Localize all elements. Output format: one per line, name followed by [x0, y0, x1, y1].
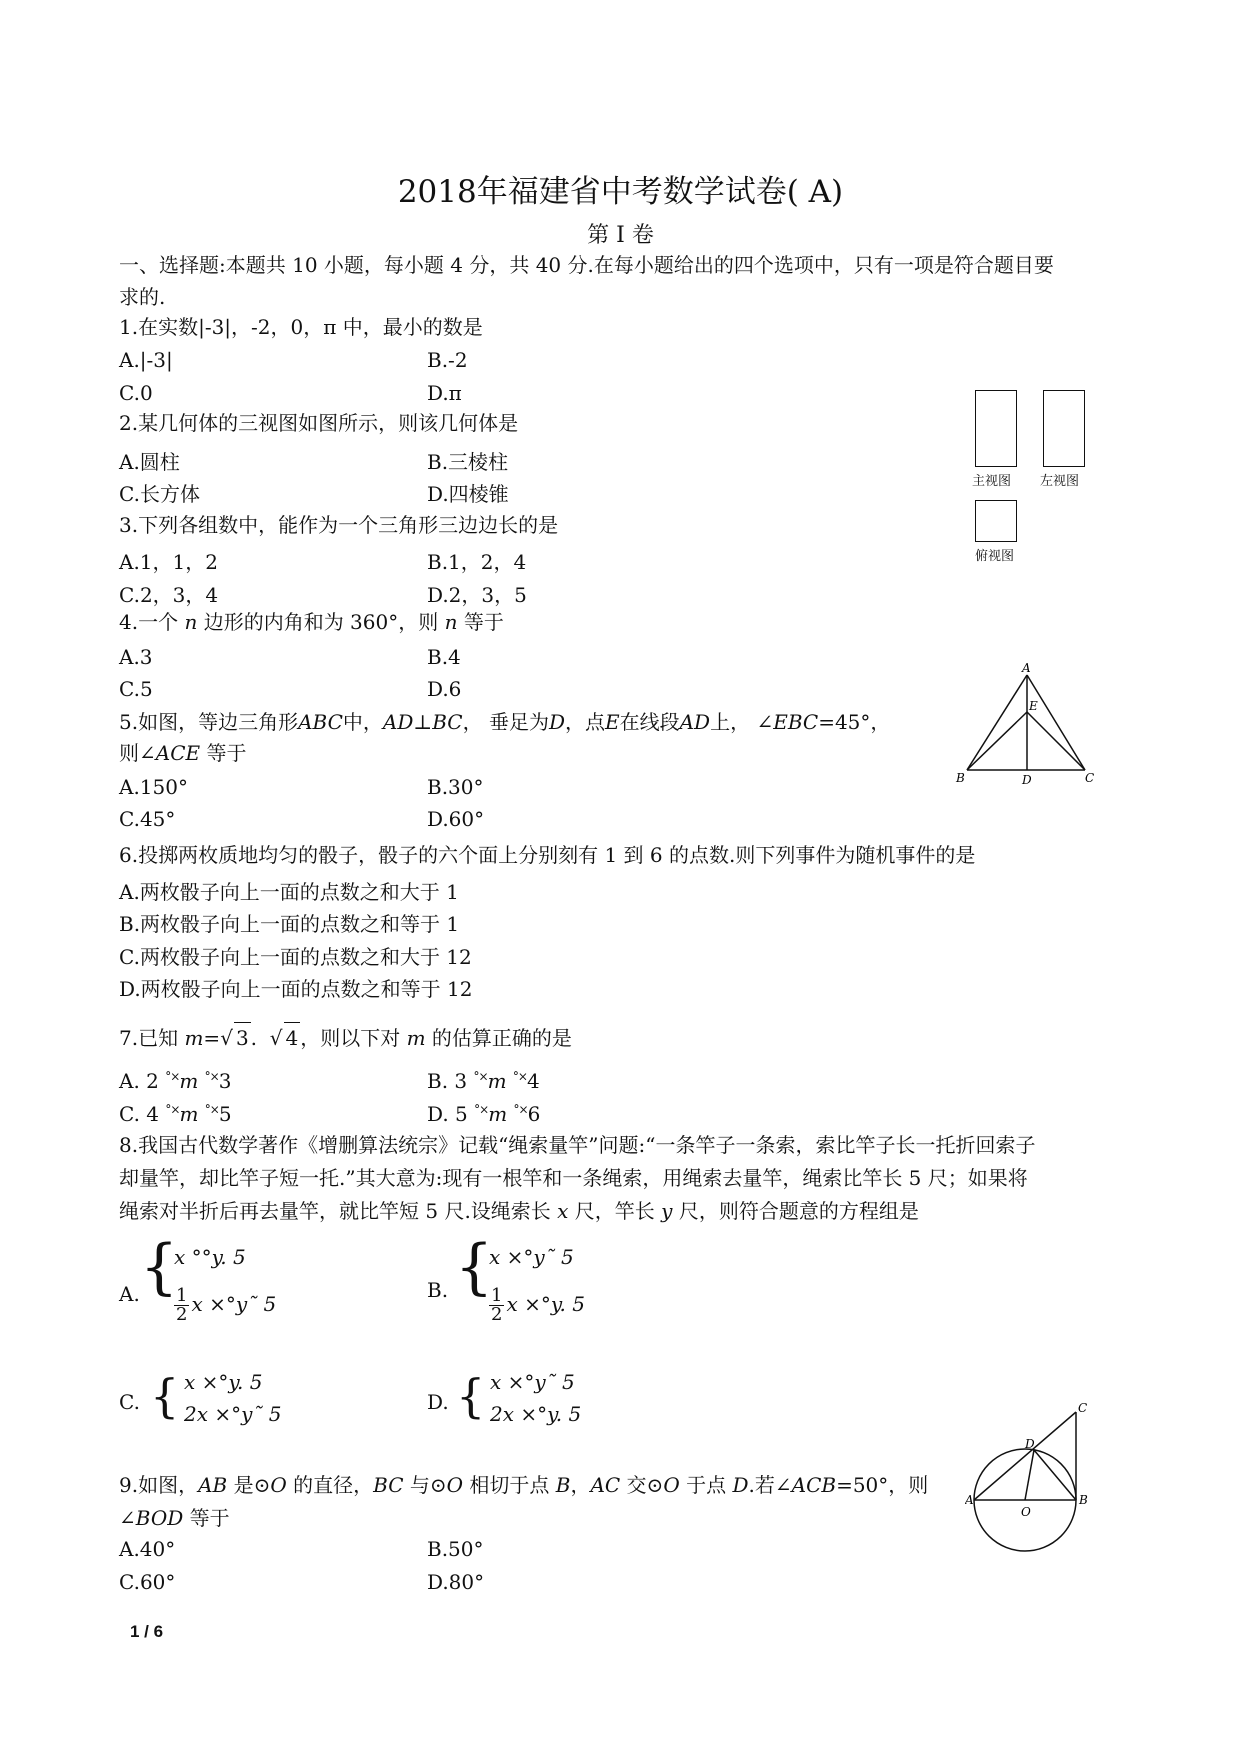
q8-c-row1: x ×°y. 5 — [184, 1370, 263, 1394]
q7-option-d: D. 5 °×m °×6 — [427, 1102, 541, 1126]
q3-option-a: A.1，1，2 — [119, 550, 218, 574]
q8-stem-line2: 却量竿，却比竿子短一托.”其大意为:现有一根竿和一条绳索，用绳索去量竿，绳索比竿长 5 尺；如果将 — [119, 1166, 1028, 1190]
label-b: B — [956, 771, 965, 785]
q8-option-c-system: { x ×°y. 5 2x ×°y˜ 5 — [150, 1369, 282, 1426]
three-view-figure — [970, 385, 1110, 565]
q4-option-d: D.6 — [427, 677, 462, 701]
q1-stem: 1.在实数|-3|，-2，0，π 中，最小的数是 — [119, 315, 483, 339]
section-intro-line1: 一、选择题:本题共 10 小题，每小题 4 分，共 40 分.在每小题给出的四个选项中，只有一项是符合题目要 — [119, 253, 1054, 277]
q9-option-a: A.40° — [119, 1537, 176, 1561]
q8-a-row2: $\frac{1}{2}$ x ×°y˜ 5 — [176, 1285, 277, 1325]
circle-tangent-figure — [965, 1400, 1105, 1565]
label-d: D — [1025, 1437, 1035, 1451]
q2-option-d: D.四棱锥 — [427, 482, 509, 506]
top-view-rect — [975, 500, 1017, 542]
label-a: A — [965, 1493, 974, 1507]
front-view-label: 主视图 — [972, 474, 1012, 489]
q9-option-b: B.50° — [427, 1537, 484, 1561]
q6-option-c: C.两枚骰子向上一面的点数之和大于 12 — [119, 945, 472, 969]
q8-stem-line1: 8.我国古代数学著作《增删算法统宗》记载“绳索量竿”问题:“一条竿子一条索，索比竿子长一托折回索子 — [119, 1133, 1036, 1157]
q8-option-a-label: A. — [119, 1282, 140, 1306]
part-heading: 第 I 卷 — [587, 223, 654, 248]
q5-option-b: B.30° — [427, 775, 484, 799]
q8-option-b-system: { x ×°y˜ 5 $\frac{1}{2}$ x ×°y. 5 — [455, 1232, 585, 1325]
q2-option-c: C.长方体 — [119, 482, 200, 506]
triangle-figure — [955, 660, 1095, 790]
q8-a-row1: x °°y. 5 — [174, 1245, 246, 1269]
q8-option-d-system: { x ×°y˜ 5 2x ×°y. 5 — [456, 1369, 582, 1426]
q2-option-a: A.圆柱 — [119, 450, 180, 474]
q6-option-a: A.两枚骰子向上一面的点数之和大于 1 — [119, 880, 459, 904]
q8-stem-line3: 绳索对半折后再去量竿，就比竿短 5 尺.设绳索长 x 尺，竿长 y 尺，则符合题意的方程组是 — [119, 1199, 919, 1223]
label-d: D — [1022, 773, 1032, 787]
q4-stem: 4.一个 n 边形的内角和为 360°，则 n 等于 — [119, 610, 504, 634]
q5-option-a: A.150° — [119, 775, 188, 799]
q2-option-b: B.三棱柱 — [427, 450, 509, 474]
front-view-rect — [975, 390, 1017, 467]
q6-option-d: D.两枚骰子向上一面的点数之和等于 12 — [119, 977, 473, 1001]
q1-option-c: C.0 — [119, 381, 153, 405]
q1-option-d: D.π — [427, 381, 462, 405]
q7-option-b: B. 3 °×m °×4 — [427, 1069, 540, 1093]
section-intro-line2: 求的. — [119, 285, 166, 309]
q8-b-row2: $\frac{1}{2}$ x ×°y. 5 — [491, 1285, 585, 1325]
q3-option-c: C.2，3，4 — [119, 583, 219, 607]
q3-stem: 3.下列各组数中，能作为一个三角形三边边长的是 — [119, 513, 559, 537]
top-view-label: 俯视图 — [975, 549, 1015, 564]
q2-stem: 2.某几何体的三视图如图所示，则该几何体是 — [119, 411, 519, 435]
q7-option-c: C. 4 °×m °×5 — [119, 1102, 232, 1126]
q9-stem-line2: ∠BOD 等于 — [119, 1506, 230, 1530]
q7-stem: 7.已知 m=√ 3 . √ 4 ，则以下对 m 的估算正确的是 — [119, 1022, 572, 1053]
q4-option-a: A.3 — [119, 645, 153, 669]
q5-stem-line1: 5.如图，等边三角形ABC中，AD⊥BC， 垂足为D，点E在线段AD上， ∠EBC=45°， — [119, 710, 891, 734]
q3-option-d: D.2，3，5 — [427, 583, 527, 607]
label-b: B — [1079, 1493, 1088, 1507]
q9-option-d: D.80° — [427, 1570, 485, 1594]
page-number: 1 / 6 — [130, 1622, 164, 1641]
q1-option-b: B.-2 — [427, 348, 468, 372]
q8-d-row1: x ×°y˜ 5 — [490, 1370, 575, 1394]
q7-option-a: A. 2 °×m °×3 — [119, 1069, 232, 1093]
q9-option-c: C.60° — [119, 1570, 176, 1594]
q6-stem: 6.投掷两枚质地均匀的骰子，骰子的六个面上分别刻有 1 到 6 的点数.则下列事件为随机事件的是 — [119, 843, 976, 867]
left-view-label: 左视图 — [1040, 474, 1080, 489]
label-e: E — [1029, 699, 1038, 713]
q8-c-row2: 2x ×°y˜ 5 — [184, 1402, 282, 1426]
q8-option-a-system: { x °°y. 5 $\frac{1}{2}$ x ×°y˜ 5 — [140, 1232, 277, 1325]
q8-option-b-label: B. — [427, 1278, 449, 1302]
q8-b-row1: x ×°y˜ 5 — [489, 1245, 574, 1269]
label-a: A — [1022, 661, 1031, 675]
page-title: 2018年福建省中考数学试卷( A) — [397, 174, 844, 210]
q1-option-a: A.|-3| — [119, 348, 173, 372]
left-view-rect — [1043, 390, 1085, 467]
q8-d-row2: 2x ×°y. 5 — [490, 1402, 582, 1426]
q4-option-c: C.5 — [119, 677, 153, 701]
q5-option-d: D.60° — [427, 807, 485, 831]
q8-option-c-label: C. — [119, 1390, 140, 1414]
q5-option-c: C.45° — [119, 807, 176, 831]
q8-option-d-label: D. — [427, 1390, 449, 1414]
label-o: O — [1021, 1505, 1031, 1519]
q5-stem-line2: 则∠ACE 等于 — [119, 741, 247, 765]
label-c: C — [1085, 771, 1095, 785]
label-c: C — [1078, 1401, 1088, 1415]
q6-option-b: B.两枚骰子向上一面的点数之和等于 1 — [119, 912, 460, 936]
q4-option-b: B.4 — [427, 645, 461, 669]
q3-option-b: B.1，2，4 — [427, 550, 527, 574]
q9-stem-line1: 9.如图，AB 是⊙O 的直径，BC 与⊙O 相切于点 B，AC 交⊙O 于点 D.若∠ACB=50°，则 — [119, 1473, 929, 1497]
